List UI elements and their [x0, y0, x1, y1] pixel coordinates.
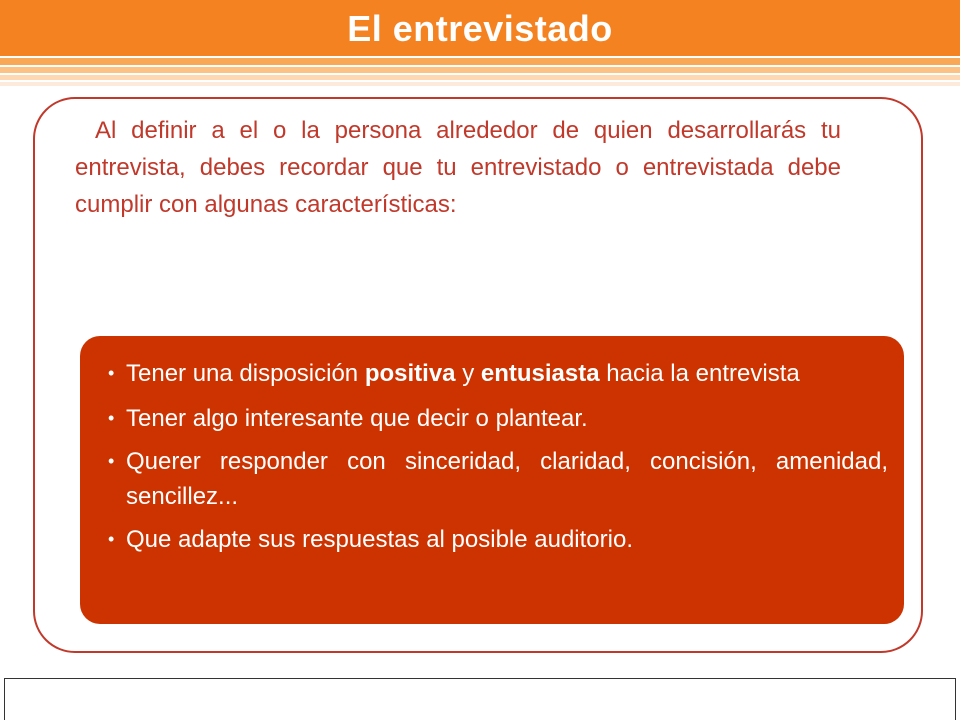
footer-box [4, 678, 956, 720]
bullet-icon: • [108, 363, 115, 383]
item-text-bold: positiva [364, 360, 456, 387]
item-text: Tener una disposición [126, 360, 365, 387]
decorative-stripe [0, 67, 960, 73]
list-item [108, 401, 888, 436]
item-text: Tener algo interesante que decir o plantear. [126, 405, 588, 432]
item-text-bold: entusiasta [480, 360, 600, 387]
bullet-icon: • [108, 529, 115, 549]
decorative-stripe [0, 75, 960, 80]
characteristics-list [108, 356, 888, 557]
bullet-icon: • [108, 408, 115, 428]
list-item [108, 444, 888, 514]
item-text: Querer responder con sinceridad, claridad, concisión, amenidad, sencillez... [126, 448, 888, 510]
bullet-icon: • [108, 451, 115, 471]
item-text: hacia la entrevista [599, 360, 800, 387]
item-text: Que adapte sus respuestas al posible auditorio. [126, 526, 633, 553]
slide-title: El entrevistado [347, 8, 613, 49]
list-item [108, 522, 888, 557]
decorative-stripe [0, 58, 960, 65]
intro-paragraph: Al definir a el o la persona alrededor de quien desarrollarás tu entrevista, debes recordar que tu entrevistado o entrevistada debe cumplir con algunas características: [75, 117, 841, 218]
list-item [108, 356, 888, 391]
decorative-stripe [0, 82, 960, 86]
item-text: y [455, 360, 481, 387]
characteristics-box [80, 336, 904, 624]
